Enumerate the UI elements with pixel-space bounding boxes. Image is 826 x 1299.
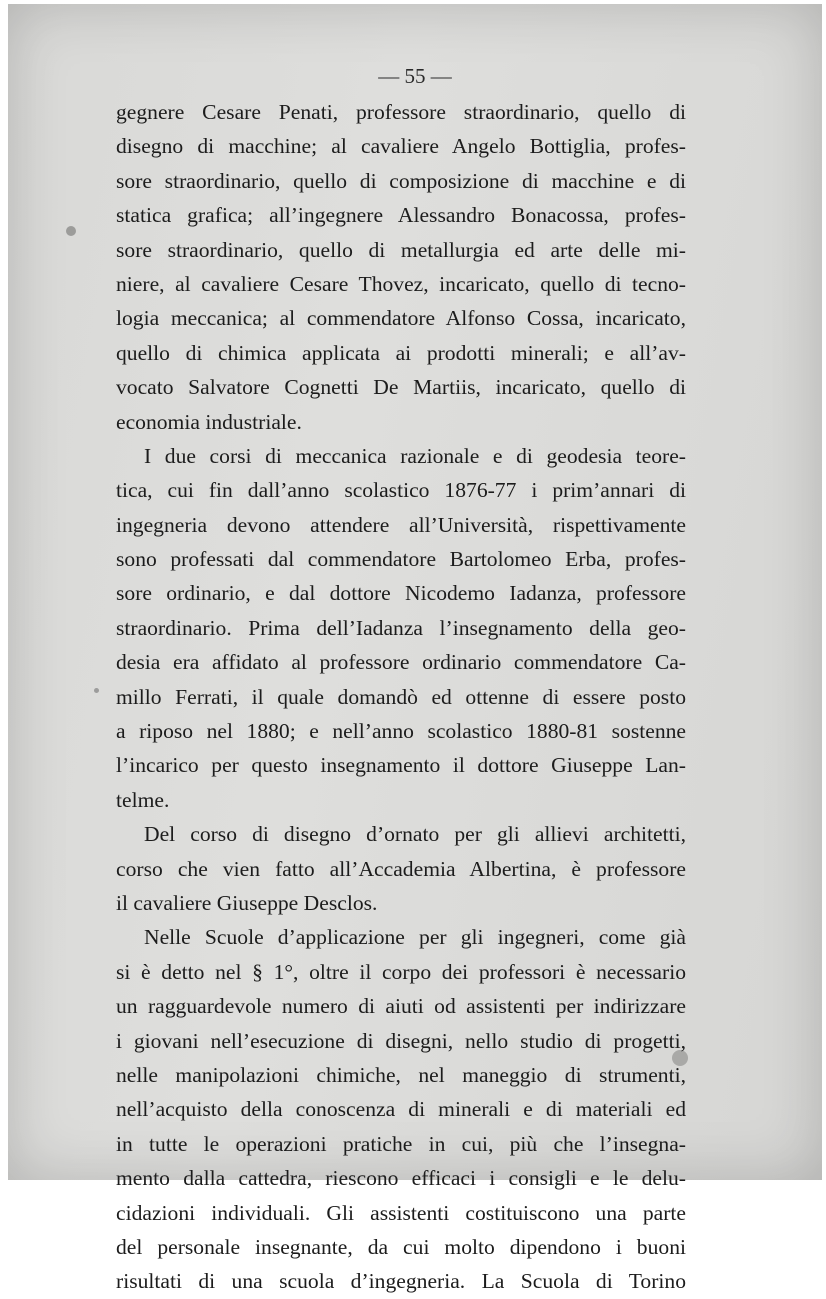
text-line: economia industriale. bbox=[116, 409, 302, 434]
paragraph-start-line: Del corso di disegno d’ornato per gli allievi architetti, bbox=[144, 822, 686, 847]
text-line: telme. bbox=[116, 787, 170, 812]
text-line: niere, al cavaliere Cesare Thovez, incaricato, quello di tecno- bbox=[116, 271, 686, 296]
text-line: nell’acquisto della conoscenza di minerali e di materiali ed bbox=[116, 1097, 686, 1122]
text-line: del personale insegnante, da cui molto dipendono i buoni bbox=[116, 1234, 686, 1259]
text-line: tica, cui fin dall’anno scolastico 1876-77 i prim’annari di bbox=[116, 478, 686, 503]
text-line: corso che vien fatto all’Accademia Albertina, è professore bbox=[116, 856, 686, 881]
ink-spot bbox=[66, 226, 76, 236]
paragraph-start-line: Nelle Scuole d’applicazione per gli ingegneri, come già bbox=[144, 925, 686, 950]
text-line: un ragguardevole numero di aiuti od assistenti per indirizzare bbox=[116, 994, 686, 1019]
text-line: straordinario. Prima dell’Iadanza l’insegnamento della geo- bbox=[116, 615, 686, 640]
text-line: millo Ferrati, il quale domandò ed ottenne di essere posto bbox=[116, 684, 686, 709]
text-line: si è detto nel § 1°, oltre il corpo dei professori è necessario bbox=[116, 959, 686, 984]
text-line: statica grafica; all’ingegnere Alessandro Bonacossa, profes- bbox=[116, 203, 686, 228]
text-line: vocato Salvatore Cognetti De Martiis, incaricato, quello di bbox=[116, 375, 686, 400]
text-line: a riposo nel 1880; e nell’anno scolastico 1880-81 sostenne bbox=[116, 719, 686, 744]
text-line: sore straordinario, quello di composizione di macchine e di bbox=[116, 168, 686, 193]
text-line: sore ordinario, e dal dottore Nicodemo Iadanza, professore bbox=[116, 581, 686, 606]
text-line: desia era affidato al professore ordinario commendatore Ca- bbox=[116, 650, 686, 675]
text-line: cidazioni individuali. Gli assistenti costituiscono una parte bbox=[116, 1200, 686, 1225]
text-line: disegno di macchine; al cavaliere Angelo Bottiglia, profes- bbox=[116, 134, 686, 159]
text-line: ingegneria devono attendere all’Università, rispettivamente bbox=[116, 512, 686, 537]
body-text bbox=[116, 95, 686, 1299]
paragraph-start-line: I due corsi di meccanica razionale e di geodesia teore- bbox=[144, 443, 686, 468]
text-line: sono professati dal commendatore Bartolomeo Erba, profes- bbox=[116, 547, 686, 572]
text-line: logia meccanica; al commendatore Alfonso Cossa, incaricato, bbox=[116, 306, 686, 331]
text-line: sore straordinario, quello di metallurgia ed arte delle mi- bbox=[116, 237, 686, 262]
text-line: i giovani nell’esecuzione di disegni, nello studio di progetti, bbox=[116, 1028, 686, 1053]
text-line: l’incarico per questo insegnamento il dottore Giuseppe Lan- bbox=[116, 753, 686, 778]
text-line: in tutte le operazioni pratiche in cui, più che l’insegna- bbox=[116, 1131, 686, 1156]
ink-spot bbox=[672, 1050, 688, 1066]
text-line: gegnere Cesare Penati, professore straordinario, quello di bbox=[116, 100, 686, 124]
document-page bbox=[8, 4, 822, 1294]
text-line: quello di chimica applicata ai prodotti minerali; e all’av- bbox=[116, 340, 686, 365]
text-line: risultati di una scuola d’ingegneria. La Scuola di Torino bbox=[116, 1269, 686, 1294]
ink-spot bbox=[94, 688, 99, 693]
text-line: nelle manipolazioni chimiche, nel maneggio di strumenti, bbox=[116, 1062, 686, 1087]
text-line: il cavaliere Giuseppe Desclos. bbox=[116, 890, 378, 915]
text-line: mento dalla cattedra, riescono efficaci i consigli e le delu- bbox=[116, 1166, 686, 1191]
page-number: — 55 — bbox=[378, 64, 452, 88]
